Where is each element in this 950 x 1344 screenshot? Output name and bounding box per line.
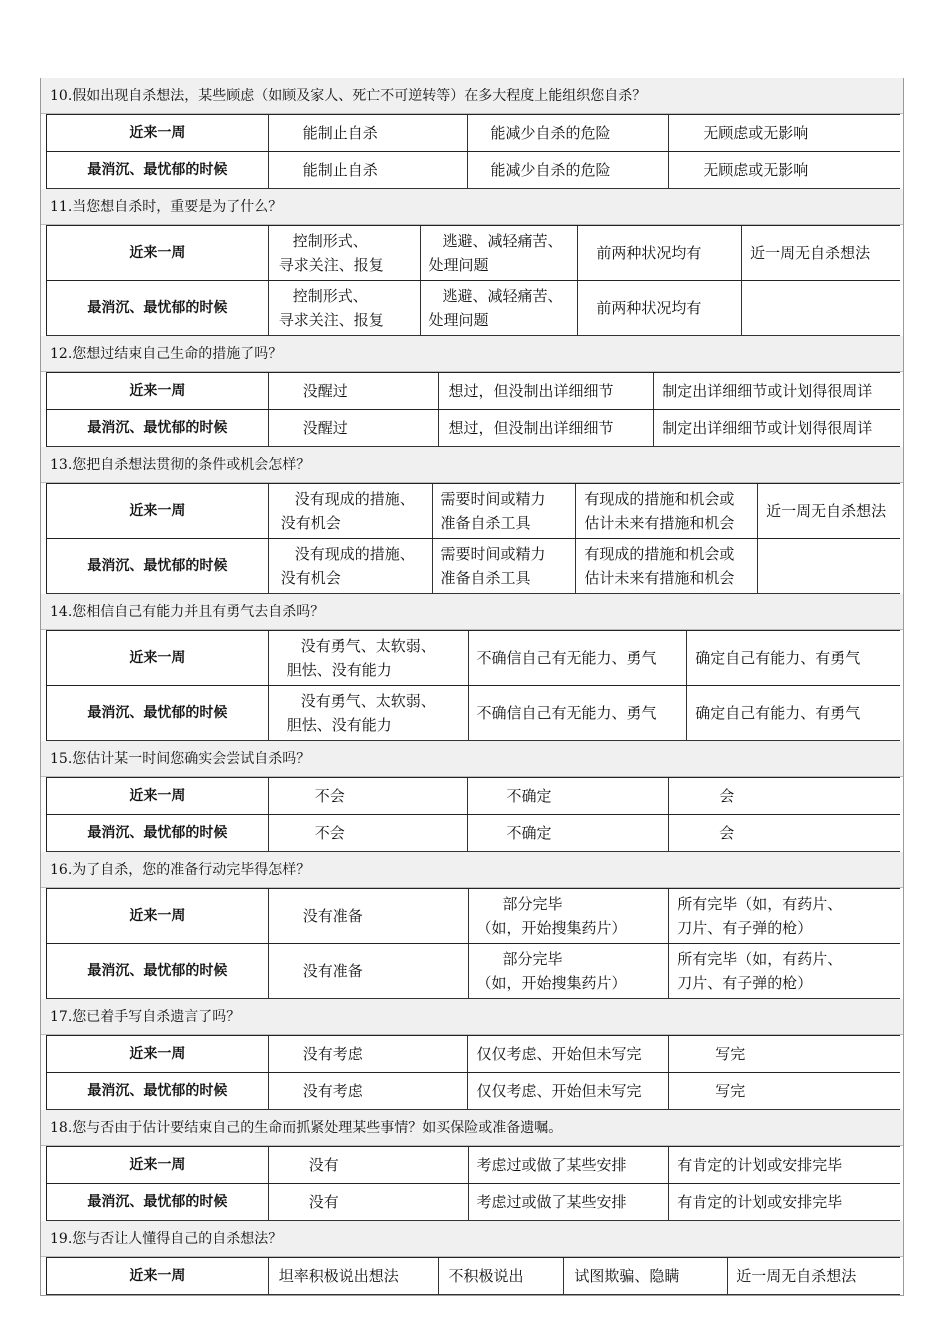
answer-option[interactable] — [687, 686, 900, 740]
answer-row-recent — [47, 483, 900, 538]
answer-grid — [46, 1146, 900, 1221]
row-label-worst: 最消沉、最忧郁的时候 — [47, 410, 269, 446]
answer-option[interactable] — [469, 631, 688, 685]
answer-option[interactable] — [742, 226, 900, 280]
question-text: 12.您想过结束自己生命的措施了吗？ — [41, 336, 903, 372]
answer-option-text: 没醒过 — [302, 382, 348, 400]
answer-row-worst — [47, 538, 900, 593]
answer-option-text: 不确定 — [506, 824, 552, 842]
answer-option[interactable] — [669, 1073, 900, 1109]
answer-option[interactable] — [269, 815, 469, 851]
question-q17 — [41, 999, 903, 1110]
row-label-worst: 最消沉、最忧郁的时候 — [47, 1073, 269, 1109]
answer-option[interactable] — [269, 539, 433, 593]
answer-option[interactable] — [728, 1258, 900, 1294]
answer-option-text: 考虑过或做了某些安排 — [476, 1156, 627, 1174]
questionnaire-document — [40, 78, 904, 1296]
answer-option-text: 不会 — [314, 824, 345, 842]
answer-option[interactable] — [469, 944, 670, 998]
answer-option[interactable] — [578, 281, 742, 335]
answer-row-worst — [47, 943, 900, 998]
answer-option-text: 近一周无自杀想法 — [750, 244, 871, 262]
answer-option[interactable] — [433, 539, 577, 593]
answer-option[interactable] — [576, 484, 758, 538]
row-label-worst: 最消沉、最忧郁的时候 — [47, 1184, 269, 1220]
answer-option-text: 不确定 — [506, 787, 552, 805]
answer-option[interactable] — [269, 1036, 469, 1072]
answer-option-text: 有肯定的计划或安排完毕 — [677, 1156, 843, 1174]
answer-option[interactable] — [742, 281, 900, 335]
row-label-worst: 最消沉、最忧郁的时候 — [47, 815, 269, 851]
answer-option-text: 不确信自己有无能力、勇气 — [476, 704, 657, 722]
question-q13 — [41, 447, 903, 594]
answer-option-text: 没有现成的措施、 — [294, 545, 415, 563]
answer-option-text: 没有考虑 — [302, 1082, 363, 1100]
answer-option-text: 有现成的措施和机会或 — [584, 545, 735, 563]
answer-option-text: 处理问题 — [428, 256, 489, 274]
answer-option[interactable] — [669, 778, 900, 814]
answer-option-text: 能制止自杀 — [302, 161, 378, 179]
answer-option-text: 估计未来有措施和机会 — [584, 514, 735, 532]
question-text: 14.您相信自己有能力并且有勇气去自杀吗？ — [41, 594, 903, 630]
answer-option[interactable] — [469, 889, 670, 943]
answer-option-text: 想过，但没制出详细细节 — [448, 419, 614, 437]
answer-option[interactable] — [269, 1147, 469, 1183]
answer-option-text: 刀片、有子弹的枪） — [677, 919, 813, 937]
answer-option-text: 制定出详细细节或计划得很周详 — [662, 419, 873, 437]
answer-row-worst — [47, 280, 900, 335]
answer-option-text: 仅仅考虑、开始但未写完 — [476, 1045, 642, 1063]
answer-option[interactable] — [669, 152, 900, 188]
answer-option[interactable] — [654, 373, 900, 409]
answer-option-text: 近一周无自杀想法 — [766, 502, 887, 520]
answer-option[interactable] — [469, 686, 688, 740]
answer-option-text: 写完 — [715, 1045, 746, 1063]
question-text: 19.您与否让人懂得自己的自杀想法？ — [41, 1221, 903, 1257]
answer-grid — [46, 630, 900, 741]
answer-option[interactable] — [468, 1073, 669, 1109]
answer-option[interactable] — [439, 1258, 565, 1294]
answer-option-text: 想过，但没制出详细细节 — [448, 382, 614, 400]
answer-row-recent — [47, 1257, 900, 1294]
answer-row-recent — [47, 888, 900, 943]
answer-option-text: 胆怯、没有能力 — [286, 716, 392, 734]
answer-grid — [46, 1035, 900, 1110]
answer-option-text: 没有机会 — [280, 514, 341, 532]
answer-option[interactable] — [576, 539, 758, 593]
answer-option-text: 坦率积极说出想法 — [278, 1267, 399, 1285]
answer-option-text: 没有 — [308, 1156, 339, 1174]
answer-option-text: 考虑过或做了某些安排 — [476, 1193, 627, 1211]
row-label-recent: 近来一周 — [47, 373, 269, 409]
answer-option-text: 没有准备 — [302, 907, 363, 925]
answer-grid — [46, 888, 900, 999]
question-text: 15.您估计某一时间您确实会尝试自杀吗？ — [41, 741, 903, 777]
answer-option[interactable] — [269, 281, 421, 335]
answer-option[interactable] — [469, 1147, 670, 1183]
answer-option[interactable] — [468, 115, 669, 151]
answer-option-text: 仅仅考虑、开始但未写完 — [476, 1082, 642, 1100]
answer-option-text: 无顾虑或无影响 — [703, 161, 809, 179]
answer-row-recent — [47, 1035, 900, 1072]
row-label-recent: 近来一周 — [47, 226, 269, 280]
answer-option[interactable] — [269, 115, 469, 151]
answer-grid — [46, 483, 900, 594]
row-label-worst: 最消沉、最忧郁的时候 — [47, 686, 269, 740]
answer-grid — [46, 225, 900, 336]
answer-option[interactable] — [669, 815, 900, 851]
answer-option-text: 试图欺骗、隐瞒 — [574, 1267, 680, 1285]
row-label-worst: 最消沉、最忧郁的时候 — [47, 539, 269, 593]
answer-row-worst — [47, 151, 900, 188]
answer-option[interactable] — [468, 815, 669, 851]
answer-option[interactable] — [669, 115, 900, 151]
answer-option[interactable] — [758, 539, 900, 593]
answer-option[interactable] — [269, 1073, 469, 1109]
answer-option-text: 没有 — [308, 1193, 339, 1211]
answer-grid — [46, 372, 900, 447]
answer-row-worst — [47, 685, 900, 740]
answer-option[interactable] — [669, 1184, 900, 1220]
answer-row-recent — [47, 225, 900, 280]
answer-option[interactable] — [269, 778, 469, 814]
question-text: 13.您把自杀想法贯彻的条件或机会怎样？ — [41, 447, 903, 483]
answer-option-text: 逃避、减轻痛苦、 — [442, 287, 563, 305]
question-q18 — [41, 1110, 903, 1221]
answer-option[interactable] — [687, 631, 900, 685]
answer-option-text: （如，开始搜集药片） — [476, 974, 627, 992]
answer-option[interactable] — [269, 889, 469, 943]
answer-row-worst — [47, 1183, 900, 1220]
row-label-recent: 近来一周 — [47, 115, 269, 151]
answer-option-text: 确定自己有能力、有勇气 — [695, 649, 861, 667]
answer-option-text: （如，开始搜集药片） — [476, 919, 627, 937]
answer-option[interactable] — [468, 152, 669, 188]
answer-option-text: 有肯定的计划或安排完毕 — [677, 1193, 843, 1211]
answer-option[interactable] — [439, 373, 655, 409]
answer-option[interactable] — [654, 410, 900, 446]
answer-option-text: 估计未来有措施和机会 — [584, 569, 735, 587]
answer-option-text: 准备自杀工具 — [440, 569, 531, 587]
row-label-recent: 近来一周 — [47, 1036, 269, 1072]
answer-option-text: 前两种状况均有 — [596, 244, 702, 262]
answer-option-text: 需要时间或精力 — [440, 545, 546, 563]
answer-option[interactable] — [269, 410, 439, 446]
question-q14 — [41, 594, 903, 741]
answer-option-text: 准备自杀工具 — [440, 514, 531, 532]
answer-option[interactable] — [433, 484, 577, 538]
answer-option[interactable] — [269, 373, 439, 409]
answer-row-worst — [47, 1072, 900, 1109]
answer-option[interactable] — [468, 778, 669, 814]
answer-option[interactable] — [468, 1036, 669, 1072]
answer-option-text: 无顾虑或无影响 — [703, 124, 809, 142]
answer-option[interactable] — [269, 686, 469, 740]
answer-option[interactable] — [669, 1147, 900, 1183]
answer-option-text: 前两种状况均有 — [596, 299, 702, 317]
answer-option-text: 能制止自杀 — [302, 124, 378, 142]
answer-option-text: 控制形式、 — [292, 232, 368, 250]
answer-option[interactable] — [269, 484, 433, 538]
question-text: 11.当您想自杀时，重要是为了什么？ — [41, 189, 903, 225]
answer-row-recent — [47, 114, 900, 151]
answer-option-text: 不确信自己有无能力、勇气 — [476, 649, 657, 667]
answer-option-text: 刀片、有子弹的枪） — [677, 974, 813, 992]
answer-option-text: 没有准备 — [302, 962, 363, 980]
answer-option-text: 没有机会 — [280, 569, 341, 587]
answer-row-recent — [47, 630, 900, 685]
answer-option[interactable] — [469, 1184, 670, 1220]
answer-option[interactable] — [669, 1036, 900, 1072]
row-label-recent: 近来一周 — [47, 484, 269, 538]
answer-option-text: 会 — [719, 787, 735, 805]
answer-option-text: 部分完毕 — [502, 895, 563, 913]
question-q11 — [41, 189, 903, 336]
answer-option-text: 寻求关注、报复 — [278, 311, 384, 329]
answer-option-text: 能减少自杀的危险 — [490, 161, 611, 179]
answer-grid — [46, 114, 900, 189]
answer-option-text: 制定出详细细节或计划得很周详 — [662, 382, 873, 400]
answer-row-recent — [47, 372, 900, 409]
answer-option-text: 所有完毕（如，有药片、 — [677, 950, 843, 968]
row-label-worst: 最消沉、最忧郁的时候 — [47, 944, 269, 998]
answer-option[interactable] — [269, 152, 469, 188]
answer-option[interactable] — [269, 226, 421, 280]
answer-option-text: 控制形式、 — [292, 287, 368, 305]
answer-option-text: 写完 — [715, 1082, 746, 1100]
answer-option-text: 需要时间或精力 — [440, 490, 546, 508]
answer-grid — [46, 777, 900, 852]
row-label-worst: 最消沉、最忧郁的时候 — [47, 281, 269, 335]
row-label-recent: 近来一周 — [47, 778, 269, 814]
answer-option[interactable] — [421, 226, 579, 280]
answer-option-text: 不积极说出 — [448, 1267, 524, 1285]
answer-option[interactable] — [439, 410, 655, 446]
question-q10 — [41, 78, 903, 189]
answer-option-text: 寻求关注、报复 — [278, 256, 384, 274]
question-text: 10.假如出现自杀想法，某些顾虑（如顾及家人、死亡不可逆转等）在多大程度上能组织您自杀？ — [41, 78, 903, 114]
question-text: 16.为了自杀，您的准备行动完毕得怎样？ — [41, 852, 903, 888]
question-q12 — [41, 336, 903, 447]
answer-option[interactable] — [578, 226, 742, 280]
question-q19 — [41, 1221, 903, 1295]
answer-option[interactable] — [564, 1258, 728, 1294]
question-q15 — [41, 741, 903, 852]
answer-option-text: 有现成的措施和机会或 — [584, 490, 735, 508]
row-label-recent: 近来一周 — [47, 889, 269, 943]
answer-option-text: 所有完毕（如，有药片、 — [677, 895, 843, 913]
answer-option[interactable] — [269, 944, 469, 998]
answer-option-text: 没有勇气、太软弱、 — [300, 637, 436, 655]
answer-option-text: 不会 — [314, 787, 345, 805]
answer-option-text: 确定自己有能力、有勇气 — [695, 704, 861, 722]
answer-option-text: 没有现成的措施、 — [294, 490, 415, 508]
row-label-worst: 最消沉、最忧郁的时候 — [47, 152, 269, 188]
answer-option[interactable] — [269, 1184, 469, 1220]
answer-option-text: 近一周无自杀想法 — [736, 1267, 857, 1285]
answer-option-text: 逃避、减轻痛苦、 — [442, 232, 563, 250]
answer-option-text: 能减少自杀的危险 — [490, 124, 611, 142]
answer-option[interactable] — [269, 1258, 439, 1294]
answer-option-text: 部分完毕 — [502, 950, 563, 968]
row-label-recent: 近来一周 — [47, 631, 269, 685]
answer-option[interactable] — [421, 281, 579, 335]
answer-option-text: 没有勇气、太软弱、 — [300, 692, 436, 710]
row-label-recent: 近来一周 — [47, 1147, 269, 1183]
question-text: 18.您与否由于估计要结束自己的生命而抓紧处理某些事情？如买保险或准备遗嘱。 — [41, 1110, 903, 1146]
answer-row-recent — [47, 777, 900, 814]
answer-option[interactable] — [669, 889, 900, 943]
answer-option[interactable] — [269, 631, 469, 685]
answer-option[interactable] — [758, 484, 900, 538]
answer-option[interactable] — [669, 944, 900, 998]
answer-option-text: 胆怯、没有能力 — [286, 661, 392, 679]
answer-row-recent — [47, 1146, 900, 1183]
row-label-recent: 近来一周 — [47, 1258, 269, 1294]
answer-option-text: 没有考虑 — [302, 1045, 363, 1063]
answer-row-worst — [47, 814, 900, 851]
answer-option-text: 会 — [719, 824, 735, 842]
answer-option-text: 处理问题 — [428, 311, 489, 329]
answer-row-worst — [47, 409, 900, 446]
question-text: 17.您已着手写自杀遗言了吗？ — [41, 999, 903, 1035]
answer-option-text: 没醒过 — [302, 419, 348, 437]
question-q16 — [41, 852, 903, 999]
answer-grid — [46, 1257, 900, 1295]
